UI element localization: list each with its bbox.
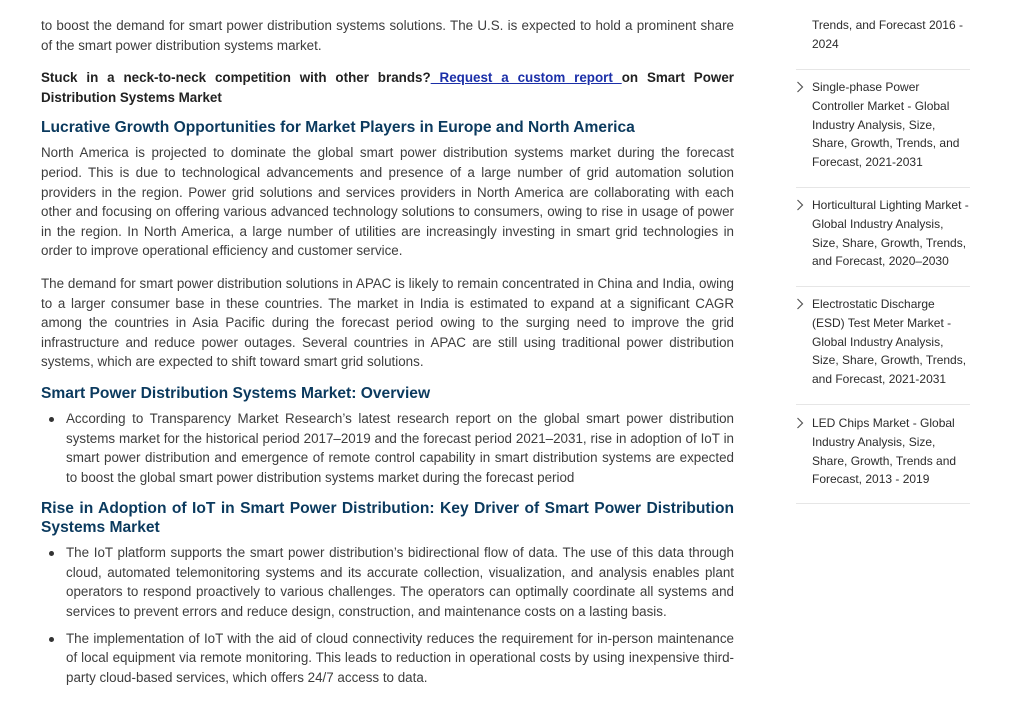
related-report-link[interactable] [796, 405, 970, 504]
related-report-title: LED Chips Market - Global Industry Analysis, Size, Share, Growth, Trends and Forecast, 2013 - 2019 [812, 416, 957, 487]
list-item-text: The IoT platform supports the smart power distribution’s bidirectional flow of data. The use of this data through cloud, automated telemonitoring systems and its accurate collection, visualization, and analysis enables plant operators to respond proactively to various challenges. The operators can optimally coordinate all systems and services to prevent errors and reduce design, construction, and maintenance costs on a lasting basis. [66, 545, 734, 620]
north-america-paragraph: North America is projected to dominate the global smart power distribution systems market during the forecast period. This is due to technological advancements and presence of a large number of grid automation solution providers in the region. Power grid solutions and services providers in North America are collaborating with each other and focusing on offering various advanced technology solutions to consumers, owing to rise in usage of power in the region. In North America, a large number of utilities are increasingly investing in smart grid technologies in order to improve operational efficiency and customer service. [41, 145, 734, 259]
related-report-title: Horticultural Lighting Market - Global Industry Analysis, Size, Share, Growth, Trends, and Forecast, 2020–2030 [812, 198, 969, 269]
related-reports-sidebar [796, 0, 970, 504]
list-item-text: The implementation of IoT with the aid of cloud connectivity reduces the requirement for in-person maintenance of local equipment via remote monitoring. This leads to reduction in operational costs by using inexpensive third-party cloud-based services, which offers 24/7 access to data. [66, 630, 734, 685]
cta-prefix: Stuck in a neck-to-neck competition with other brands? [41, 70, 431, 86]
custom-report-cta [41, 68, 734, 107]
list-item-text: According to Transparency Market Research’s latest research report on the global smart power distribution systems market for the historical period 2017–2019 and the forecast period 2021–2031, rise in adoption of IoT in smart power distribution and emergence of remote control capability in smart distribution systems are expected to boost the global smart power distribution systems market during the forecast period [66, 410, 734, 485]
iot-list [41, 543, 734, 687]
heading-iot-adoption: Rise in Adoption of IoT in Smart Power Distribution: Key Driver of Smart Power Distribution Systems Market [41, 500, 734, 537]
related-report-title: Electrostatic Discharge (ESD) Test Meter Market - Global Industry Analysis, Size, Share, Growth, Trends, and Forecast, 2021-2031 [812, 297, 967, 387]
related-report-link[interactable] [796, 188, 970, 287]
chevron-right-icon [796, 199, 808, 213]
related-report-title: Single-phase Power Controller Market - Global Industry Analysis, Size, Share, Growth, Trends, and Forecast, 2021-2031 [812, 80, 960, 170]
request-custom-report-link[interactable]: Request a custom report [430, 70, 622, 86]
related-report-link[interactable] [796, 0, 970, 70]
cta-suffix: on Smart Power Distribution Systems Market [41, 70, 734, 105]
bullet-icon [49, 637, 54, 642]
chevron-right-icon [796, 417, 808, 431]
list-item [41, 409, 734, 487]
article-content [41, 16, 734, 699]
overview-list [41, 409, 734, 487]
related-report-link[interactable] [796, 70, 970, 188]
heading-growth-opportunities: Lucrative Growth Opportunities for Market Players in Europe and North America [41, 119, 635, 137]
related-report-link[interactable] [796, 287, 970, 405]
chevron-right-icon [796, 298, 808, 312]
heading-market-overview: Smart Power Distribution Systems Market: Overview [41, 384, 431, 402]
bullet-icon [49, 417, 54, 422]
list-item [41, 629, 734, 688]
bullet-icon [49, 551, 54, 556]
related-report-title: Trends, and Forecast 2016 - 2024 [812, 18, 963, 51]
list-item [41, 543, 734, 621]
apac-paragraph: The demand for smart power distribution solutions in APAC is likely to remain concentrated in China and India, owing to a larger consumer base in these countries. The market in India is estimated to expand at a significant CAGR among the countries in Asia Pacific during the forecast period owing to the surging need to improve the grid infrastructure and reduce power outages. Several countries in APAC are still using traditional power distribution systems, which are expected to shift toward smart grid solutions. [41, 275, 734, 370]
intro-paragraph: to boost the demand for smart power distribution systems solutions. The U.S. is expected to hold a prominent share of the smart power distribution systems market. [41, 18, 734, 53]
chevron-right-icon [796, 81, 808, 95]
